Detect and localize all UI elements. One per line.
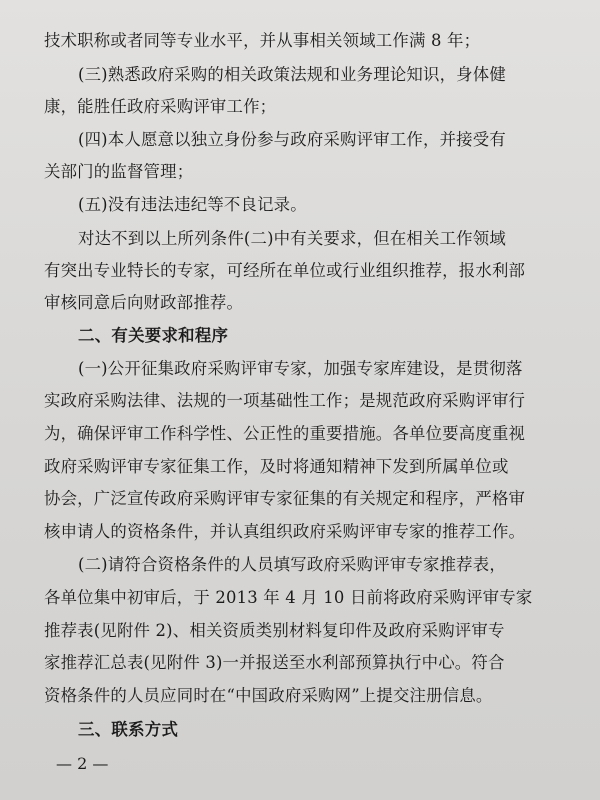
text-line: 协会，广泛宣传政府采购评审专家征集的有关规定和程序，严格审 bbox=[44, 489, 526, 508]
text-line: 审核同意后向财政部推荐。 bbox=[44, 293, 244, 312]
text-line: 资格条件的人员应同时在“中国政府采购网”上提交注册信息。 bbox=[44, 686, 493, 705]
text-line: (五)没有违法违纪等不良记录。 bbox=[78, 195, 307, 214]
text-line: (二)请符合资格条件的人员填写政府采购评审专家推荐表， bbox=[78, 555, 506, 574]
text-line: 各单位集中初审后，于 2013 年 4 月 10 日前将政府采购评审专家 bbox=[44, 588, 533, 607]
text-line: 核申请人的资格条件，并认真组织政府采购评审专家的推荐工作。 bbox=[44, 522, 526, 541]
section-heading: 二、有关要求和程序 bbox=[78, 326, 229, 345]
text-line: (三)熟悉政府采购的相关政策法规和业务理论知识，身体健 bbox=[78, 65, 506, 84]
section-heading: 三、联系方式 bbox=[78, 720, 179, 739]
text-line: 政府采购评审专家征集工作，及时将通知精神下发到所属单位或 bbox=[44, 457, 509, 476]
text-line: 有突出专业特长的专家，可经所在单位或行业组织推荐，报水利部 bbox=[44, 261, 526, 280]
text-line: 关部门的监督管理； bbox=[44, 162, 194, 181]
text-line: 推荐表(见附件 2)、相关资质类别材料复印件及政府采购评审专 bbox=[44, 621, 505, 640]
text-line: 家推荐汇总表(见附件 3)一并报送至水利部预算执行中心。符合 bbox=[44, 653, 505, 672]
text-line: 实政府采购法律、法规的一项基础性工作；是规范政府采购评审行 bbox=[44, 391, 526, 410]
text-line: (四)本人愿意以独立身份参与政府采购评审工作，并接受有 bbox=[78, 130, 506, 149]
text-line: 为，确保评审工作科学性、公正性的重要措施。各单位要高度重视 bbox=[44, 424, 526, 443]
text-line: 技术职称或者同等专业水平，并从事相关领域工作满 8 年； bbox=[44, 31, 481, 50]
text-line: (一)公开征集政府采购评审专家，加强专家库建设，是贯彻落 bbox=[78, 359, 523, 378]
text-line: 对达不到以上所列条件(二)中有关要求，但在相关工作领域 bbox=[78, 229, 506, 248]
text-line: 康，能胜任政府采购评审工作； bbox=[44, 97, 277, 116]
page-number: — 2 — bbox=[56, 754, 109, 773]
